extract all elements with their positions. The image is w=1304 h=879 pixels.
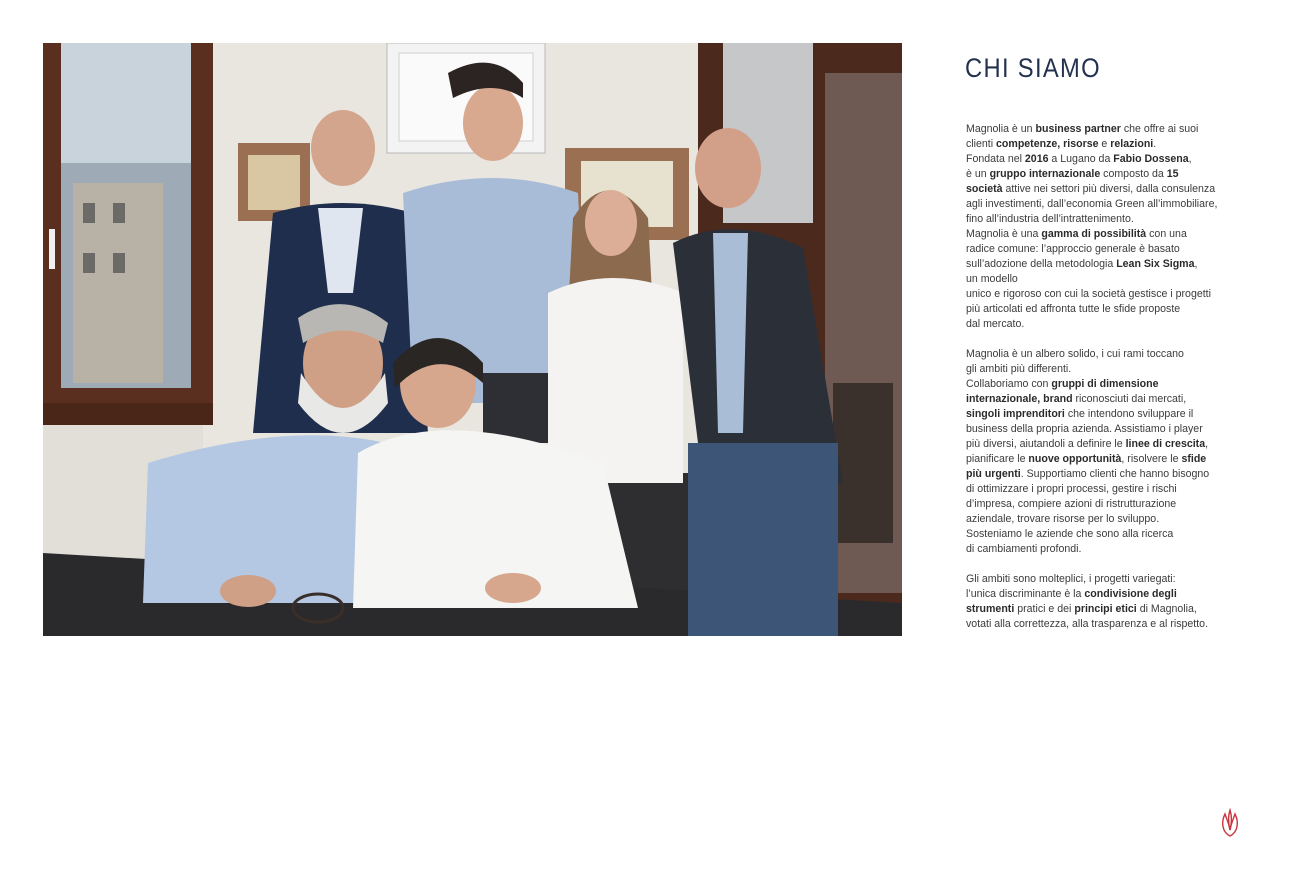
emphasis-text: principi etici: [1074, 603, 1137, 615]
emphasis-text: nuove opportunità: [1028, 453, 1122, 465]
emphasis-text: gruppi di dimensione: [1051, 378, 1159, 390]
emphasis-text: singoli imprenditori: [966, 408, 1065, 420]
paragraph-sectors: Magnolia è un albero solido, i cui rami toccano gli ambiti più differenti. Collaboriamo con gruppi di dimensione internazionale, brand riconosciuti dai mercati, singoli imprenditori che intendono sviluppare il business della propria azienda. Assistiamo i player più diversi, aiutandoli a definire le linee di crescita, pianificare le nuove opportunità, risolvere le sfide più urgenti. Supportiamo clienti che hanno bisogno di ottimizzare i propri processi, gestire i rischi d’impresa, compiere azioni di ristrutturazione aziendale, trovare risorse per lo sviluppo. Sosteniamo le aziende che sono alla ricerca di cambiamenti profondi.: [966, 348, 1210, 555]
emphasis-text: condivisione degli: [1084, 588, 1177, 600]
magnolia-logo-icon[interactable]: [1218, 808, 1242, 838]
emphasis-text: gruppo internazionale: [989, 168, 1101, 180]
emphasis-text: competenze, risorse: [996, 138, 1099, 150]
emphasis-text: strumenti: [966, 603, 1015, 615]
emphasis-text: gamma di possibilità: [1041, 228, 1147, 240]
emphasis-text: società: [966, 183, 1003, 195]
emphasis-text: relazioni: [1110, 138, 1154, 150]
emphasis-text: 15: [1166, 168, 1179, 180]
emphasis-text: sfide: [1181, 453, 1207, 465]
paragraph-values: Gli ambiti sono molteplici, i progetti variegati: l’unica discriminante è la condivisione degli strumenti pratici e dei principi etici di Magnolia, votati alla correttezza, alla trasparenza e al rispetto.: [966, 573, 1209, 630]
emphasis-text: Fabio Dossena: [1113, 153, 1189, 165]
emphasis-text: internazionale, brand: [966, 393, 1073, 405]
about-text: [966, 122, 1241, 632]
paragraph-intro: Magnolia è un business partner che offre ai suoi clienti competenze, risorse e relazioni. Fondata nel 2016 a Lugano da Fabio Dossena, è un gruppo internazionale composto da 15 società attive nei settori più diversi, dalla consulenza agli investimenti, dall’economia Green all’immobiliare, fino all’industria dell’intrattenimento. Magnolia è una gamma di possibilità con una radice comune: l’approccio generale è basato sull’adozione della metodologia Lean Six Sigma, un modello unico e rigoroso con cui la società gestisce i progetti più articolati ed affronta tutte le sfide proposte dal mercato.: [966, 123, 1218, 330]
emphasis-text: business partner: [1035, 123, 1121, 135]
emphasis-text: linee di crescita: [1125, 438, 1206, 450]
emphasis-text: più urgenti: [966, 468, 1021, 480]
team-photo: [43, 43, 902, 636]
emphasis-text: Lean Six Sigma: [1116, 258, 1195, 270]
team-photo-illustration: [43, 43, 902, 636]
page-title: CHI SIAMO: [965, 53, 1101, 83]
emphasis-text: 2016: [1024, 153, 1049, 165]
